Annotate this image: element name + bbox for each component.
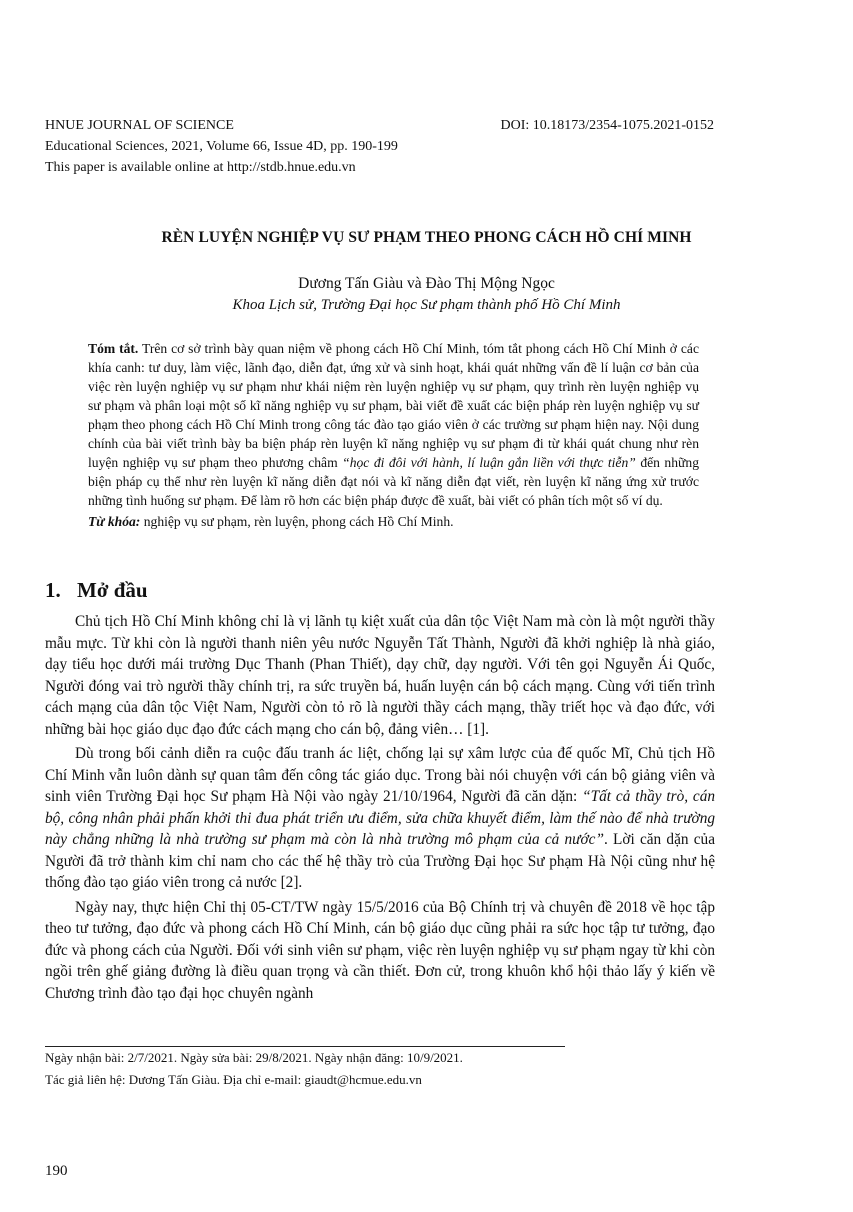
authors: Dương Tấn Giàu và Đào Thị Mộng Ngọc xyxy=(298,275,555,292)
abstract-label: Tóm tắt. xyxy=(88,341,139,356)
abstract-body-1: Trên cơ sở trình bày quan niệm về phong cách Hồ Chí Minh, tóm tắt phong cách Hồ Chí Minh ở các khía canh: tư duy, làm việc, lãnh đạo, diễn đạt, ứng xử và sinh hoạt, khái quát những vấn đề lí luận cơ bản của việc rèn luyện nghiệp vụ sư phạm như khái niệm rèn luyện nghiệp vụ sư phạm, quy trình rèn luyện nghiệp vụ sư phạm và phân loại một số kĩ năng nghiệp vụ sư phạm, bài viết đề xuất các biện pháp rèn luyện nghiệp vụ sư phạm theo phong cách Hồ Chí Minh trong công tác đào tạo giáo viên ở các trường sư phạm hiện nay. Nội dung chính của bài viết trình bày ba biện pháp rèn luyện kĩ năng nghiệp vụ sư phạm đi từ khái quát chung như rèn luyện nghiệp vụ sư phạm theo phương châm xyxy=(88,341,699,470)
keywords-text: nghiệp vụ sư phạm, rèn luyện, phong cách Hồ Chí Minh. xyxy=(140,514,454,529)
paragraph-2-tail: . Lời căn dặn của Người đã trở thành kim chỉ nam cho các thế hệ thầy trò của Trường Đại học Sư phạm Hà Nội cũng như hệ thống đào tạo giáo viên trong cả nước [2]. xyxy=(45,831,715,891)
keywords-label: Từ khóa: xyxy=(88,514,141,529)
abstract xyxy=(88,339,699,531)
footnote-dates: Ngày nhận bài: 2/7/2021. Ngày sửa bài: 29/8/2021. Ngày nhận đăng: 10/9/2021. xyxy=(45,1050,463,1065)
paragraph-2-lead: Dù trong bối cảnh diễn ra cuộc đấu tranh ác liệt, chống lại sự xâm lược của đế quốc Mĩ, Chủ tịch Hồ Chí Minh vẫn luôn dành sự quan tâm đến công tác giáo dục. Trong bài nói chuyện với cán bộ giảng viên và sinh viên Trường Đại học Sư phạm Hà Nội vào ngày 21/10/1964, Người đã căn dặn: xyxy=(45,745,715,805)
keywords xyxy=(88,512,699,531)
abstract-text xyxy=(88,339,699,510)
section-heading xyxy=(45,578,148,603)
paragraph-3: Ngày nay, thực hiện Chỉ thị 05-CT/TW ngày 15/5/2016 của Bộ Chính trị và chuyên đề 2018 về học tập theo tư tưởng, đạo đức và phong cách Hồ Chí Minh, cán bộ giáo dục cũng phải ra sức học tập tư tưởng, đạo đức và phong cách của Người. Đối với sinh viên sư phạm, việc rèn luyện nghiệp vụ sư phạm ngay từ khi còn ngồi trên ghế giảng đường là điều quan trọng và cần thiết. Đơn cử, trong khuôn khổ hội thảo lấy ý kiến về Chương trình đào tạo đại học chuyên ngành xyxy=(45,898,715,1002)
affiliation: Khoa Lịch sử, Trường Đại học Sư phạm thành phố Hồ Chí Minh xyxy=(232,297,621,313)
paragraph-1: Chủ tịch Hồ Chí Minh không chỉ là vị lãnh tụ kiệt xuất của dân tộc Việt Nam mà còn là một người thầy mẫu mực. Từ khi còn là người thanh niên yêu nước Nguyễn Tất Thành, Người đã khởi nghiệp là nhà giáo, dạy tiểu học dưới mái trường Dục Thanh (Phan Thiết), dạy chữ, dạy người. Với tên gọi Nguyễn Ái Quốc, Người đóng vai trò người thầy chính trị, ra sức truyền bá, huấn luyện cán bộ cách mạng. Cùng với tiến trình cách mạng của dân tộc Việt Nam, Người còn tỏ rõ là người thầy cách mạng, thầy triết học và đạo đức, với những bài học giáo dục đạo đức cách mạng cho cán bộ, đảng viên… [1]. xyxy=(45,613,715,738)
paragraph-2 xyxy=(45,743,715,894)
section-title: Mở đầu xyxy=(77,578,148,602)
issue-info: Educational Sciences, 2021, Volume 66, Issue 4D, pp. 190-199 xyxy=(45,139,398,154)
footnote-contact: Tác giả liên hệ: Dương Tấn Giàu. Địa chỉ e-mail: giaudt@hcmue.edu.vn xyxy=(45,1072,422,1087)
section-number: 1. xyxy=(45,578,61,602)
paper-title: RÈN LUYỆN NGHIỆP VỤ SƯ PHẠM THEO PHONG CÁCH HỒ CHÍ MINH xyxy=(161,229,692,246)
abstract-body-2: đến những biện pháp cụ thể như rèn luyện kĩ năng diễn đạt nói và kĩ năng diễn đạt viết, rèn luyện kĩ năng ứng xử trước những tình huống sư phạm. Để làm rõ hơn các biện pháp được đề xuất, bài viết có phân tích một số ví dụ. xyxy=(88,455,699,508)
footnote-rule xyxy=(45,1046,565,1047)
paragraph-2-quote: “Tất cả thầy trò, cán bộ, công nhân phải phấn khởi thi đua phát triển ưu điểm, sửa chữa khuyết điểm, làm thế nào để nhà trường này chẳng những là nhà trường sư phạm mà còn là nhà trường mô phạm của cả nước” xyxy=(45,788,715,848)
availability-note: This paper is available online at http://stdb.hnue.edu.vn xyxy=(45,160,356,175)
page-number: 190 xyxy=(45,1163,68,1179)
journal-name: HNUE JOURNAL OF SCIENCE xyxy=(45,118,234,133)
body-text xyxy=(45,611,715,1007)
doi: DOI: 10.18173/2354-1075.2021-0152 xyxy=(500,118,714,133)
abstract-quote: “học đi đôi với hành, lí luận gắn liền với thực tiễn” xyxy=(342,455,636,470)
